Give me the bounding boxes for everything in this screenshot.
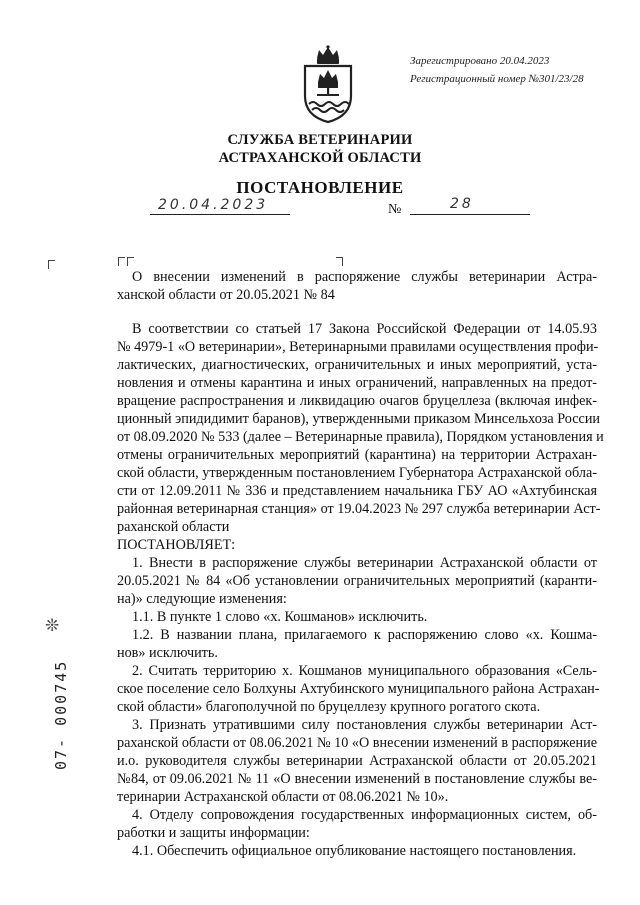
preamble-line: раханской области: [117, 519, 230, 535]
corner-mark: [127, 257, 134, 266]
preamble-line: от 08.09.2020 № 533 (далее – Ветеринарные правила), Порядком установления и: [117, 429, 604, 445]
item-line: и.о. руководителя службы ветеринарии Астраханской области от 20.05.2021: [117, 753, 597, 769]
preamble-line: районная ветеринарная станция» от 19.04.2023 № 297 служба ветеринарии Аст-: [117, 501, 601, 517]
item-line: теринарии Астраханской области от 08.06.2021 № 10».: [117, 789, 449, 805]
margin-serial-stamp: 07- 000745: [52, 659, 70, 770]
coat-of-arms-icon: [299, 44, 357, 124]
number-underline: [410, 214, 530, 215]
item-line: 1.1. В пункте 1 слово «х. Кошманов» исключить.: [132, 609, 428, 625]
registration-date: Зарегистрировано 20.04.2023: [410, 55, 550, 67]
document-number: 28: [450, 196, 474, 212]
preamble-line: новления и отмены карантина и иных ограничений, направленных на предот-: [117, 375, 597, 391]
corner-mark: [336, 257, 343, 266]
document-type: ПОСТАНОВЛЕНИЕ: [236, 178, 404, 197]
item-line: ской области» благополучной по бруцеллезу крупного рогатого скота.: [117, 699, 541, 715]
item-line: 2. Считать территорию х. Кошманов муниципального образования «Сель-: [132, 663, 597, 679]
date-underline: [150, 214, 290, 215]
preamble-line: ской области, утвержденным постановлением Губернатора Астраханской обла-: [117, 465, 597, 481]
item-line: 3. Признать утратившими силу постановления службы ветеринарии Аст-: [132, 717, 597, 733]
preamble-line: вращение распространения и ликвидацию очагов бруцеллеза (включая инфек-: [117, 393, 597, 409]
preamble-line: В соответствии со статьей 17 Закона Российской Федерации от 14.05.93: [132, 321, 597, 337]
agency-name-line-1: СЛУЖБА ВЕТЕРИНАРИИ: [227, 132, 413, 148]
item-line: 4. Отделу сопровождения государственных информационных систем, об-: [132, 807, 597, 823]
item-line: на)» следующие изменения:: [117, 591, 287, 607]
item-line: 1.2. В названии плана, прилагаемого к распоряжению слово «х. Кошма-: [132, 627, 597, 643]
resolves-heading: ПОСТАНОВЛЯЕТ:: [117, 537, 236, 553]
item-line: работки и защиты информации:: [117, 825, 310, 841]
item-line: раханской области от 08.06.2021 № 10 «О внесении изменений в распоряжение: [117, 735, 597, 751]
item-line: ское поселение село Болхуны Ахтубинского муниципального района Астрахан-: [117, 681, 600, 697]
preamble-line: № 4979-1 «О ветеринарии», Ветеринарными правилами осуществления профи-: [117, 339, 599, 355]
item-line: №84, от 09.06.2021 № 11 «О внесении изменений в постановление службы ве-: [117, 771, 597, 787]
agency-name-line-2: АСТРАХАНСКОЙ ОБЛАСТИ: [218, 150, 422, 166]
item-line: 20.05.2021 № 84 «Об установлении ограничительных мероприятий (каранти-: [117, 573, 597, 589]
corner-mark: [48, 260, 55, 269]
preamble-line: сти от 12.09.2011 № 336 и представлением начальника ГБУ АО «Ахтубинская: [117, 483, 597, 499]
document-date: 20.04.2023: [158, 197, 269, 213]
preamble-line: лактических, диагностических, ограничительных и иных мероприятий, уста-: [117, 357, 597, 373]
corner-mark: [118, 257, 125, 266]
item-line: нов» исключить.: [117, 645, 218, 661]
subject-line: О внесении изменений в распоряжение службы ветеринарии Астра-: [132, 269, 597, 285]
registration-number: Регистрационный номер №301/23/28: [410, 73, 584, 85]
preamble-line: отмены ограничительных мероприятий (карантина) на территории Астрахан-: [117, 447, 597, 463]
item-line: 1. Внести в распоряжение службы ветеринарии Астраханской области от: [132, 555, 597, 571]
subject-line: ханской области от 20.05.2021 № 84: [117, 287, 335, 303]
item-line: 4.1. Обеспечить официальное опубликование настоящего постановления.: [132, 843, 577, 859]
margin-asterisk-mark: ❊: [45, 616, 60, 635]
preamble-line: ционный эпидидимит баранов), утвержденными приказом Минсельхоза России: [117, 411, 601, 427]
number-sign: №: [388, 202, 402, 217]
